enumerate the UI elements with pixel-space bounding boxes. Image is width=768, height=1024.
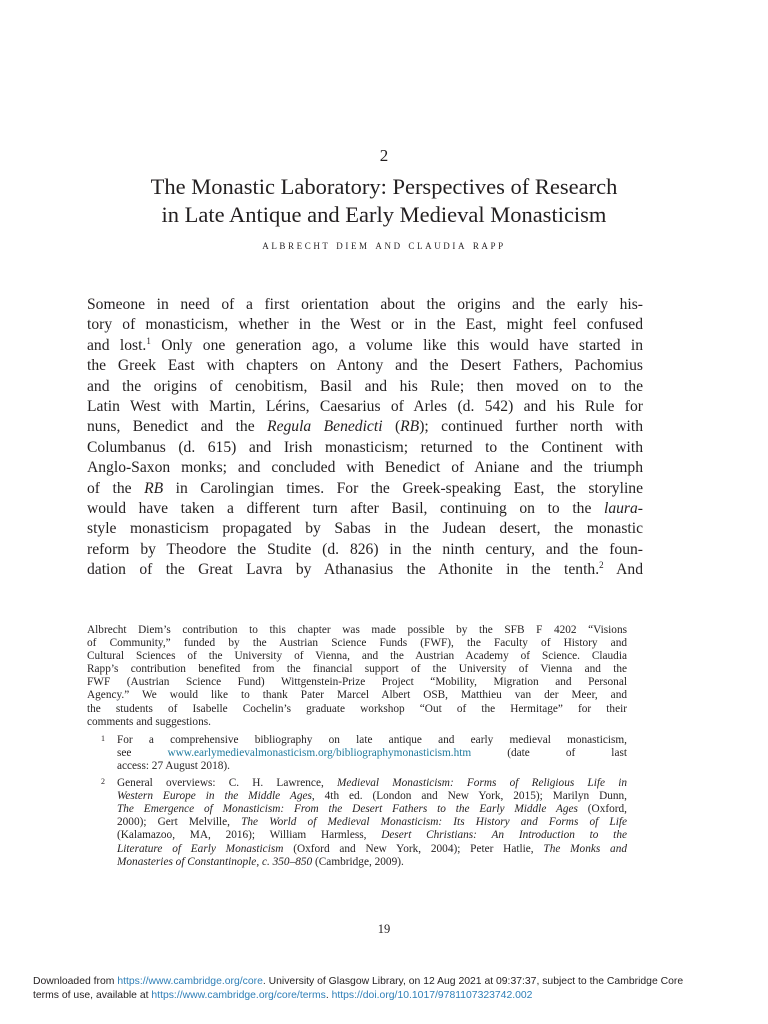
body-line: Anglo-Saxon monks; and concluded with Benedict of Aniane and the triumph bbox=[87, 459, 643, 477]
body-paragraph bbox=[87, 295, 643, 581]
body-line: Latin West with Martin, Lérins, Caesarius of Arles (d. 542) and his Rule for bbox=[87, 398, 643, 416]
footnote-mark: 2 bbox=[101, 777, 105, 787]
footnote-mark: 1 bbox=[101, 733, 105, 743]
chapter-title-line-2: in Late Antique and Early Medieval Monasticism bbox=[161, 202, 607, 227]
page-number: 19 bbox=[377, 922, 391, 936]
body-line: and the origins of cenobitism, Basil and his Rule; then moved on to the bbox=[87, 377, 643, 395]
body-line: nuns, Benedict and the Regula Benedicti (RB); continued further north with bbox=[87, 418, 643, 436]
body-line: style monasticism propagated by Sabas in the Judean desert, the monastic bbox=[87, 520, 643, 538]
terms-of-use-link[interactable]: https://www.cambridge.org/core/terms bbox=[151, 990, 326, 1001]
body-line: would have taken a different turn after Basil, continuing on to the laura- bbox=[87, 500, 643, 518]
chapter-number: 2 bbox=[379, 146, 389, 165]
bibliography-link[interactable]: www.earlymedievalmonasticism.org/bibliographymonasticism.htm bbox=[167, 746, 472, 759]
body-line: Someone in need of a first orientation about the origins and the early his- bbox=[87, 296, 643, 313]
body-line: Columbanus (d. 615) and Irish monasticism; returned to the Continent with bbox=[87, 438, 643, 456]
cambridge-core-link[interactable]: https://www.cambridge.org/core bbox=[117, 976, 263, 987]
footnotes bbox=[87, 624, 627, 869]
doi-link[interactable]: https://doi.org/10.1017/9781107323742.002 bbox=[331, 990, 533, 1001]
footnote-1: 1 For a comprehensive bibliography on late antique and early medieval monasticism, see www.earlymedievalmonasticism.org/bibliographymonasticism.htm (date of last access: 27 August 2018). bbox=[101, 733, 627, 772]
chapter-title-line-1: The Monastic Laboratory: Perspectives of Research bbox=[150, 174, 618, 199]
body-line: the Greek East with chapters on Antony and the Desert Fathers, Pachomius bbox=[87, 357, 643, 375]
body-line: reform by Theodore the Studite (d. 826) in the ninth century, and the foun- bbox=[87, 540, 643, 558]
body-line: tory of monasticism, whether in the West or in the East, might feel confused bbox=[87, 316, 643, 334]
chapter-title bbox=[60, 173, 708, 229]
footnote-reference-1[interactable]: 1 bbox=[146, 335, 151, 346]
chapter-authors: albrecht diem and claudia rapp bbox=[262, 238, 506, 252]
download-notice: Downloaded from https://www.cambridge.org/core. University of Glasgow Library, on 12 Aug 2021 at 09:37:37, subject to the Cambridge Core terms of use, available at https://www.cambridge.org/core/terms. https://doi.org/10.1017/9781107323742.002 bbox=[33, 976, 684, 1001]
footnote-2: 2 General overviews: C. H. Lawrence, Medieval Monasticism: Forms of Religious Life in Western Europe in the Middle Ages, 4th ed. (London and New York, 2015); Marilyn Dunn, The Emergence of Monasticism: From the Desert Fathers to the Early Middle Ages (Oxford, 2000); Gert Melville, The World of Medieval Monasticism: Its History and Forms of Life (Kalamazoo, MA, 2016); William Harmless, Desert Christians: An Introduction to the Literature of Early Monasticism (Oxford and New York, 2004); Peter Hatlie, The Monks and Monasteries of Constantinople, c. 350–850 (Cambridge, 2009). bbox=[101, 777, 628, 868]
body-line: dation of the Great Lavra by Athanasius the Athonite in the tenth.$^2$ And bbox=[87, 560, 643, 579]
footnote-reference-2[interactable]: 2 bbox=[599, 560, 604, 571]
body-line: of the RB in Carolingian times. For the Greek-speaking East, the storyline bbox=[87, 479, 643, 497]
acknowledgement-note: Albrecht Diem’s contribution to this chapter was made possible by the SFB F 4202 “Visions of Community,” funded by the Austrian Science Funds (FWF), the Faculty of History and Cultural Sciences of the University of Vienna, and the Austrian Academy of Science. Claudia Rapp’s contribution benefited from the financial support of the University of Vienna and the FWF (Austrian Science Fund) Wittgenstein-Prize Project “Mobility, Migration and Personal Agency.” We would like to thank Pater Marcel Albert OSB, Matthieu van der Meer, and the students of Isabelle Cochelin’s graduate workshop “Out of the Hermitage” for their comments and suggestions. bbox=[87, 624, 627, 728]
body-line: and lost.$^1$ Only one generation ago, a volume like this would have started in bbox=[87, 335, 643, 354]
